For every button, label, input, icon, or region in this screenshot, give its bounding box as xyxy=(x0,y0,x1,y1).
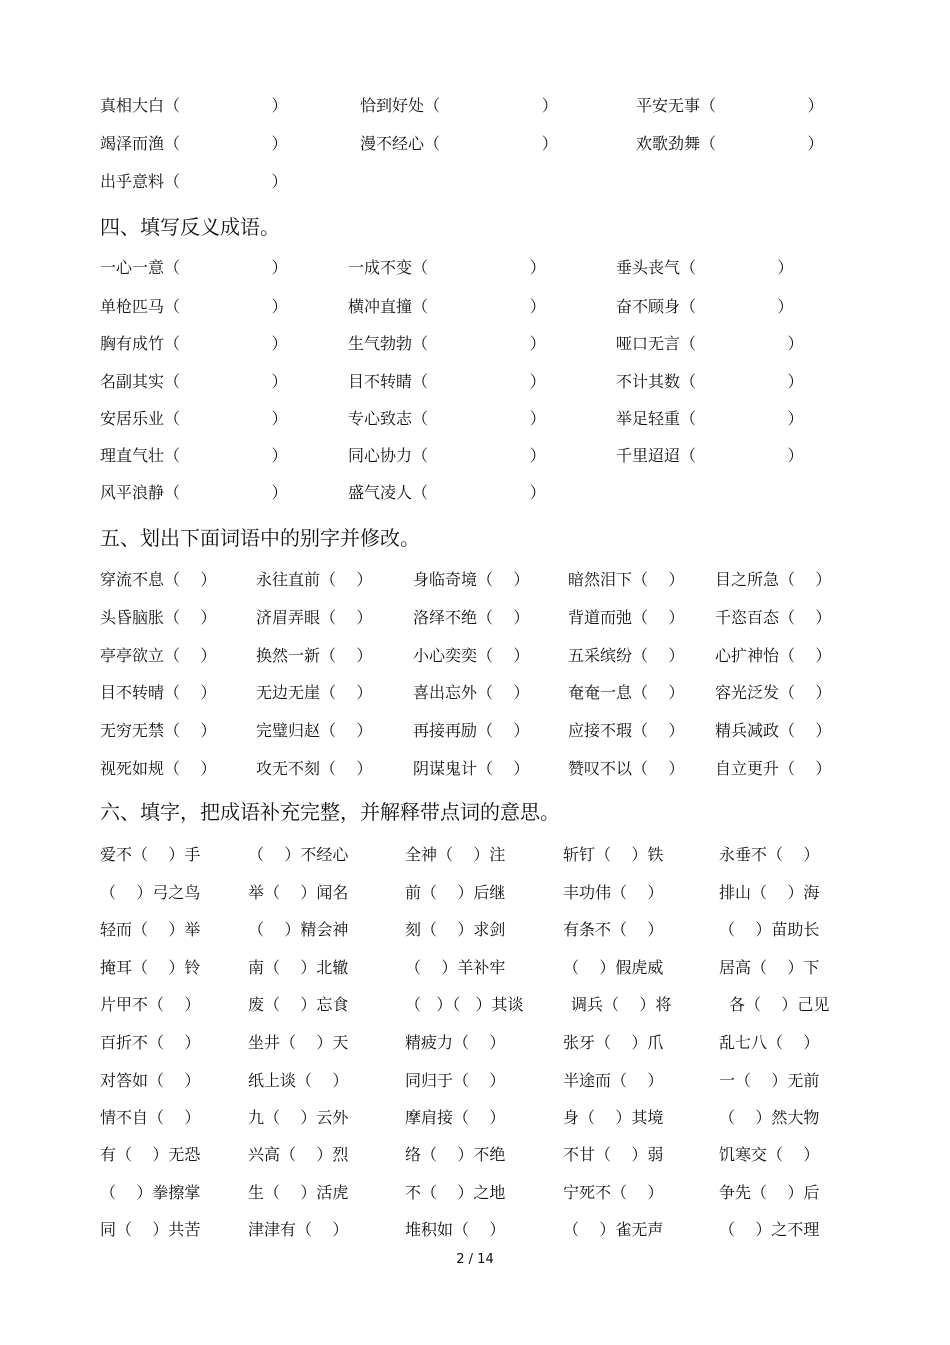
fill-idiom-item: 斩钉（ ）铁 xyxy=(563,845,664,864)
fill-idiom-item: 情不自（ ） xyxy=(100,1108,201,1127)
fill-idiom-item: 永垂不（ ） xyxy=(719,845,820,864)
fill-idiom-item: 轻而（ ）举 xyxy=(100,920,201,939)
word-item: 头昏脑胀（ ） xyxy=(100,608,217,627)
fill-idiom-item: （ ）之不理 xyxy=(719,1220,820,1239)
sec5-row xyxy=(0,719,950,743)
section-6-title: 六、填字，把成语补充完整，并解释带点词的意思。 xyxy=(100,800,560,824)
word-item: 千恣百态（ ） xyxy=(715,608,832,627)
idiom-item: 出乎意料（ ） xyxy=(100,172,288,191)
idiom-item: 欢歌劲舞（ ） xyxy=(636,134,824,153)
sec5-row xyxy=(0,681,950,705)
word-item: 攻无不刻（ ） xyxy=(256,759,373,778)
sec4-row xyxy=(0,295,950,319)
idiom-item: 奋不顾身（ ） xyxy=(616,297,794,316)
idiom-item: 垂头丧气（ ） xyxy=(616,258,794,277)
idiom-item: 专心致志（ ） xyxy=(348,409,546,428)
sec4-row xyxy=(0,256,950,280)
sec3-row xyxy=(0,170,950,194)
sec6-row xyxy=(0,843,950,867)
fill-idiom-item: 同（ ）共苦 xyxy=(100,1220,201,1239)
word-item: 暗然泪下（ ） xyxy=(568,570,685,589)
fill-idiom-item: 生（ ）活虎 xyxy=(248,1183,349,1202)
word-item: 精兵减政（ ） xyxy=(715,721,832,740)
fill-idiom-item: （ ）精会神 xyxy=(248,920,349,939)
sec4-row xyxy=(0,332,950,356)
sec6-row xyxy=(0,1106,950,1130)
fill-idiom-item: 居高（ ）下 xyxy=(719,958,820,977)
fill-idiom-item: （ ）拳擦掌 xyxy=(100,1183,201,1202)
word-item: 容光泛发（ ） xyxy=(715,683,832,702)
word-item: 亭亭欲立（ ） xyxy=(100,646,217,665)
sec6-row xyxy=(0,881,950,905)
idiom-item: 名副其实（ ） xyxy=(100,372,288,391)
idiom-item: 目不转睛（ ） xyxy=(348,372,546,391)
word-item: 阴谋鬼计（ ） xyxy=(413,759,530,778)
word-item: 洛绎不绝（ ） xyxy=(413,608,530,627)
word-item: 换然一新（ ） xyxy=(256,646,373,665)
word-item: 喜出忘外（ ） xyxy=(413,683,530,702)
sec4-row xyxy=(0,370,950,394)
fill-idiom-item: 一（ ）无前 xyxy=(719,1071,820,1090)
fill-idiom-item: 张牙（ ）爪 xyxy=(563,1033,664,1052)
idiom-item: 同心协力（ ） xyxy=(348,446,546,465)
fill-idiom-item: 堆积如（ ） xyxy=(405,1220,506,1239)
sec6-row xyxy=(0,993,950,1017)
fill-idiom-item: 废（ ）忘食 xyxy=(248,995,349,1014)
word-item: 穿流不息（ ） xyxy=(100,570,217,589)
fill-idiom-item: 不甘（ ）弱 xyxy=(563,1145,664,1164)
word-item: 永往直前（ ） xyxy=(256,570,373,589)
fill-idiom-item: （ ）然大物 xyxy=(719,1108,820,1127)
sec5-row xyxy=(0,644,950,668)
fill-idiom-item: 络（ ）不绝 xyxy=(405,1145,506,1164)
word-item: 济眉弄眼（ ） xyxy=(256,608,373,627)
fill-idiom-item: 片甲不（ ） xyxy=(100,995,201,1014)
sec3-row xyxy=(0,132,950,156)
idiom-item: 平安无事（ ） xyxy=(636,96,824,115)
idiom-item: 盛气凌人（ ） xyxy=(348,483,546,502)
idiom-item: 举足轻重（ ） xyxy=(616,409,804,428)
sec4-row xyxy=(0,407,950,431)
idiom-item: 真相大白（ ） xyxy=(100,96,288,115)
sec4-row xyxy=(0,444,950,468)
sec5-row xyxy=(0,606,950,630)
word-item: 无边无崖（ ） xyxy=(256,683,373,702)
idiom-item: 一心一意（ ） xyxy=(100,258,288,277)
fill-idiom-item: 饥寒交（ ） xyxy=(719,1145,820,1164)
fill-idiom-item: 对答如（ ） xyxy=(100,1071,201,1090)
idiom-item: 恰到好处（ ） xyxy=(360,96,558,115)
idiom-item: 漫不经心（ ） xyxy=(360,134,558,153)
sec6-row xyxy=(0,1181,950,1205)
idiom-item: 千里迢迢（ ） xyxy=(616,446,804,465)
word-item: 视死如规（ ） xyxy=(100,759,217,778)
fill-idiom-item: （ ）弓之鸟 xyxy=(100,883,201,902)
fill-idiom-item: 九（ ）云外 xyxy=(248,1108,349,1127)
idiom-item: 安居乐业（ ） xyxy=(100,409,288,428)
word-item: 应接不瑕（ ） xyxy=(568,721,685,740)
fill-idiom-item: 前（ ）后继 xyxy=(405,883,506,902)
fill-idiom-item: 乱七八（ ） xyxy=(719,1033,820,1052)
word-item: 奄奄一息（ ） xyxy=(568,683,685,702)
word-item: 背道而弛（ ） xyxy=(568,608,685,627)
word-item: 目不转晴（ ） xyxy=(100,683,217,702)
word-item: 五采缤纷（ ） xyxy=(568,646,685,665)
fill-idiom-item: 各（ ）己见 xyxy=(729,995,830,1014)
section-4-title: 四、填写反义成语。 xyxy=(100,215,280,239)
word-item: 小心奕奕（ ） xyxy=(413,646,530,665)
fill-idiom-item: 爱不（ ）手 xyxy=(100,845,201,864)
idiom-item: 哑口无言（ ） xyxy=(616,334,804,353)
fill-idiom-item: 身（ ）其境 xyxy=(563,1108,664,1127)
idiom-item: 横冲直撞（ ） xyxy=(348,297,546,316)
sec6-row xyxy=(0,1069,950,1093)
fill-idiom-item: （ ）假虎威 xyxy=(563,958,664,977)
sec6-row xyxy=(0,1031,950,1055)
fill-idiom-item: 南（ ）北辙 xyxy=(248,958,349,977)
page-number: 2 / 14 xyxy=(456,1252,494,1267)
word-item: 身临奇境（ ） xyxy=(413,570,530,589)
sec6-row xyxy=(0,1143,950,1167)
fill-idiom-item: 争先（ ）后 xyxy=(719,1183,820,1202)
idiom-item: 一成不变（ ） xyxy=(348,258,546,277)
idiom-item: 胸有成竹（ ） xyxy=(100,334,288,353)
fill-idiom-item: 同归于（ ） xyxy=(405,1071,506,1090)
sec4-row xyxy=(0,481,950,505)
sec5-row xyxy=(0,568,950,592)
fill-idiom-item: 精疲力（ ） xyxy=(405,1033,506,1052)
sec3-row xyxy=(0,94,950,118)
word-item: 赞叹不以（ ） xyxy=(568,759,685,778)
fill-idiom-item: 摩肩接（ ） xyxy=(405,1108,506,1127)
fill-idiom-item: 有条不（ ） xyxy=(563,920,664,939)
idiom-item: 不计其数（ ） xyxy=(616,372,804,391)
word-item: 再接再励（ ） xyxy=(413,721,530,740)
section-5-title: 五、划出下面词语中的别字并修改。 xyxy=(100,526,420,550)
fill-idiom-item: 掩耳（ ）铃 xyxy=(100,958,201,977)
fill-idiom-item: 刻（ ）求剑 xyxy=(405,920,506,939)
fill-idiom-item: （ ）不经心 xyxy=(248,845,349,864)
sec6-row xyxy=(0,956,950,980)
fill-idiom-item: 宁死不（ ） xyxy=(563,1183,664,1202)
fill-idiom-item: 排山（ ）海 xyxy=(719,883,820,902)
fill-idiom-item: （ ）雀无声 xyxy=(563,1220,664,1239)
fill-idiom-item: 调兵（ ）将 xyxy=(571,995,672,1014)
fill-idiom-item: （ ）羊补牢 xyxy=(405,958,506,977)
fill-idiom-item: （ ）（ ）其谈 xyxy=(405,995,524,1014)
word-item: 自立更升（ ） xyxy=(715,759,832,778)
idiom-item: 竭泽而渔（ ） xyxy=(100,134,288,153)
fill-idiom-item: 坐井（ ）天 xyxy=(248,1033,349,1052)
fill-idiom-item: 半途而（ ） xyxy=(563,1071,664,1090)
fill-idiom-item: 丰功伟（ ） xyxy=(563,883,664,902)
word-item: 无穷无禁（ ） xyxy=(100,721,217,740)
fill-idiom-item: 不（ ）之地 xyxy=(405,1183,506,1202)
idiom-item: 风平浪静（ ） xyxy=(100,483,288,502)
fill-idiom-item: 兴高（ ）烈 xyxy=(248,1145,349,1164)
fill-idiom-item: （ ）苗助长 xyxy=(719,920,820,939)
fill-idiom-item: 纸上谈（ ） xyxy=(248,1071,349,1090)
word-item: 目之所急（ ） xyxy=(715,570,832,589)
fill-idiom-item: 津津有（ ） xyxy=(248,1220,349,1239)
word-item: 心扩神怡（ ） xyxy=(715,646,832,665)
idiom-item: 理直气壮（ ） xyxy=(100,446,288,465)
idiom-item: 生气勃勃（ ） xyxy=(348,334,546,353)
fill-idiom-item: 举（ ）闻名 xyxy=(248,883,349,902)
sec6-row xyxy=(0,1218,950,1242)
fill-idiom-item: 百折不（ ） xyxy=(100,1033,201,1052)
word-item: 完璧归赵（ ） xyxy=(256,721,373,740)
idiom-item: 单枪匹马（ ） xyxy=(100,297,288,316)
fill-idiom-item: 全神（ ）注 xyxy=(405,845,506,864)
sec5-row xyxy=(0,757,950,781)
fill-idiom-item: 有（ ）无恐 xyxy=(100,1145,201,1164)
sec6-row xyxy=(0,918,950,942)
